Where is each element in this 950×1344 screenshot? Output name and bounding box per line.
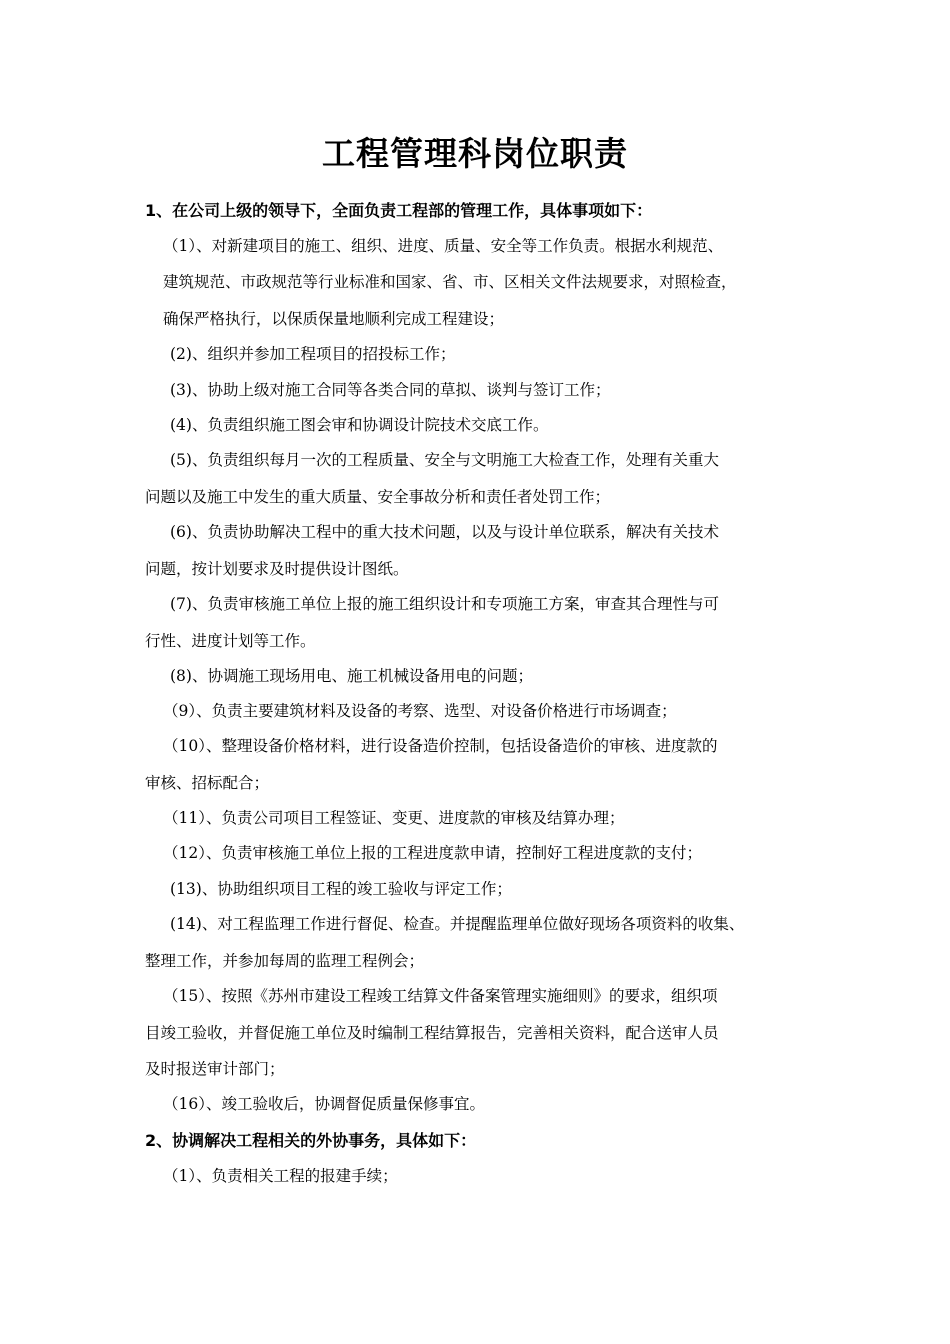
section-1-line: （1）、对新建项目的施工、组织、进度、质量、安全等工作负责。根据水利规范、 xyxy=(163,237,724,255)
section-1-line: （9）、负责主要建筑材料及设备的考察、选型、对设备价格进行市场调查； xyxy=(163,702,677,720)
section-1-heading: 1、在公司上级的领导下，全面负责工程部的管理工作，具体事项如下： xyxy=(145,201,653,220)
section-1-line: (13)、协助组织项目工程的竣工验收与评定工作； xyxy=(170,880,512,898)
section-1-line: 目竣工验收，并督促施工单位及时编制工程结算报告，完善相关资料，配合送审人员 xyxy=(145,1024,719,1042)
section-1-line: 整理工作，并参加每周的监理工程例会； xyxy=(145,952,425,970)
section-1-line: 审核、招标配合； xyxy=(145,774,270,792)
section-1-line: 建筑规范、市政规范等行业标准和国家、省、市、区相关文件法规要求，对照检查， xyxy=(163,273,737,291)
section-1-line: （11）、负责公司项目工程签证、变更、进度款的审核及结算办理； xyxy=(163,809,625,827)
section-2-heading: 2、协调解决工程相关的外协事务，具体如下： xyxy=(145,1131,477,1150)
section-1-line: (2)、组织并参加工程项目的招投标工作； xyxy=(170,345,456,363)
section-1-line: 问题以及施工中发生的重大质量、安全事故分析和责任者处罚工作； xyxy=(145,488,611,506)
section-2-line: （1）、负责相关工程的报建手续； xyxy=(163,1167,398,1185)
document-title: 工程管理科岗位职责 xyxy=(322,134,628,173)
section-1-line: （10）、整理设备价格材料，进行设备造价控制，包括设备造价的审核、进度款的 xyxy=(163,737,718,755)
section-1-line: (3)、协助上级对施工合同等各类合同的草拟、谈判与签订工作； xyxy=(170,381,611,399)
section-1-line: (6)、负责协助解决工程中的重大技术问题，以及与设计单位联系，解决有关技术 xyxy=(170,523,719,541)
section-1-line: (8)、协调施工现场用电、施工机械设备用电的问题； xyxy=(170,667,533,685)
section-1-line: 确保严格执行，以保质保量地顺利完成工程建设； xyxy=(163,310,505,328)
section-1-line: （12）、负责审核施工单位上报的工程进度款申请，控制好工程进度款的支付； xyxy=(163,844,702,862)
section-1-line: （16）、竣工验收后，协调督促质量保修事宜。 xyxy=(163,1095,485,1113)
section-1-line: (14)、对工程监理工作进行督促、检查。并提醒监理单位做好现场各项资料的收集、 xyxy=(170,915,745,933)
section-1-line: （15）、按照《苏州市建设工程竣工结算文件备案管理实施细则》的要求，组织项 xyxy=(163,987,718,1005)
section-1-line: (5)、负责组织每月一次的工程质量、安全与文明施工大检查工作，处理有关重大 xyxy=(170,451,719,469)
section-1-line: (7)、负责审核施工单位上报的施工组织设计和专项施工方案，审查其合理性与可 xyxy=(170,595,719,613)
section-1-line: 行性、进度计划等工作。 xyxy=(145,632,316,650)
section-1-line: 及时报送审计部门； xyxy=(145,1060,285,1078)
section-1-line: 问题，按计划要求及时提供设计图纸。 xyxy=(145,560,409,578)
section-1-line: (4)、负责组织施工图会审和协调设计院技术交底工作。 xyxy=(170,416,549,434)
